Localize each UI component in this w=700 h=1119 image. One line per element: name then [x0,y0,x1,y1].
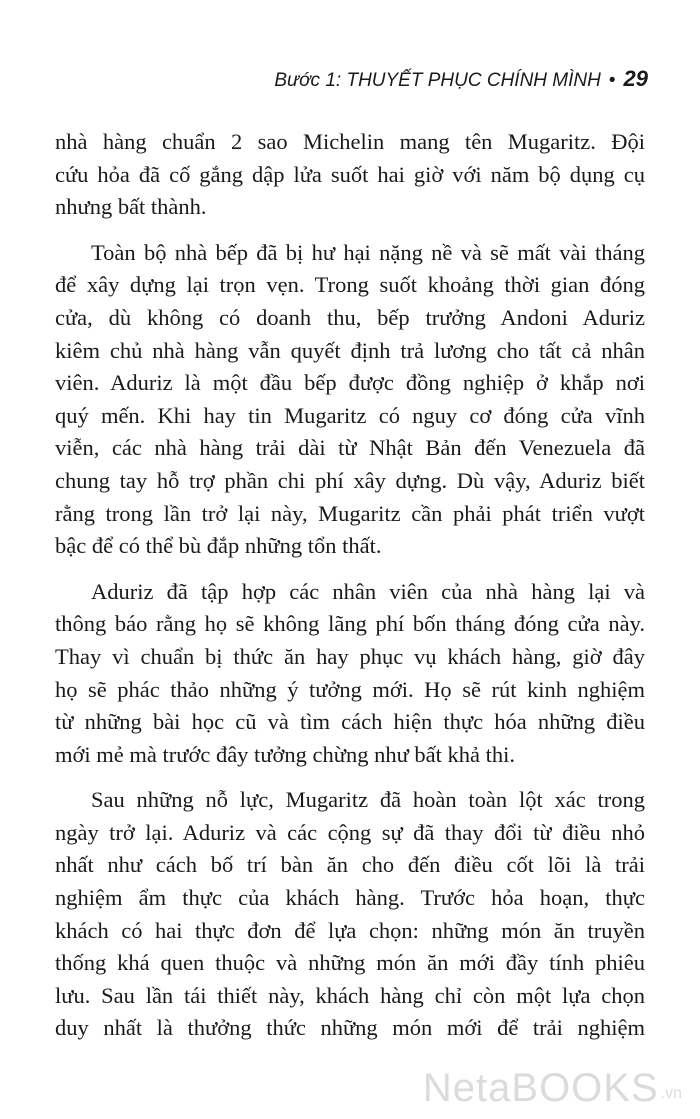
text-line: Aduriz đã tập hợp các nhân viên của nhà hàng lại và [91,578,645,604]
text-line: Thay vì chuẩn bị thức ăn hay phục vụ khách hàng, giờ đây [55,643,645,669]
text-line: nhất như cách bố trí bàn ăn cho đến điều cốt lõi là trải [55,852,645,878]
running-header [274,66,648,92]
text-line: chung tay hỗ trợ phần chi phí xây dựng. Dù vậy, Aduriz biết [55,467,645,493]
text-line: từ những bài học cũ và tìm cách hiện thực hóa những điều [55,709,645,735]
text-line: kiêm chủ nhà hàng vẫn quyết định trả lương cho tất cả nhân [55,337,645,363]
text-line: thống khá quen thuộc và những món ăn mới đầy tính phiêu [55,950,645,976]
text-line: mới mẻ mà trước đây tưởng chừng như bất khả thi. [55,741,516,767]
watermark-suffix: .vn [660,1085,682,1102]
text-line: lưu. Sau lần tái thiết này, khách hàng chỉ còn một lựa chọn [55,982,645,1008]
text-line: thông báo rằng họ sẽ không lãng phí bốn tháng đóng cửa này. [55,611,645,637]
text-line: nhà hàng chuẩn 2 sao Michelin mang tên Mugaritz. Đội [55,129,645,154]
body-text [55,126,645,1058]
text-line: cửa, dù không có doanh thu, bếp trưởng Andoni Aduriz [55,304,645,330]
text-line: cứu hỏa đã cố gắng dập lửa suốt hai giờ với năm bộ dụng cụ [55,161,645,187]
text-line: ngày trở lại. Aduriz và các cộng sự đã thay đổi từ điều nhỏ [55,819,645,845]
text-line: viên. Aduriz là một đầu bếp được đồng nghiệp ở khắp nơi [55,370,645,396]
text-line: nhưng bất thành. [55,194,207,220]
text-line: bậc để có thể bù đắp những tổn thất. [55,533,382,559]
paragraph [55,576,645,772]
text-line: để xây dựng lại trọn vẹn. Trong suốt khoảng thời gian đóng [55,272,645,298]
page-number: 29 [623,66,648,91]
watermark [423,1066,682,1111]
chapter-title: Bước 1: THUYẾT PHỤC CHÍNH MÌNH [274,70,601,91]
text-line: Sau những nỗ lực, Mugaritz đã hoàn toàn lột xác trong [91,787,645,813]
header-separator: • [608,70,616,91]
text-line: họ sẽ phác thảo những ý tưởng mới. Họ sẽ rút kinh nghiệm [55,676,645,702]
text-line: rằng trong lần trở lại này, Mugaritz cần phải phát triển vượt [55,500,645,526]
text-line: duy nhất là thưởng thức những món mới để trải nghiệm [55,1015,645,1041]
watermark-logo-text: NetaBOOKS [422,1066,659,1110]
text-line: nghiệm ẩm thực của khách hàng. Trước hỏa hoạn, thực [55,885,645,911]
text-line: quý mến. Khi hay tin Mugaritz có nguy cơ đóng cửa vĩnh [55,402,645,428]
paragraph [55,237,645,563]
text-line: khách có hai thực đơn để lựa chọn: những món ăn truyền [55,917,645,943]
paragraph [55,784,645,1045]
paragraph [55,126,645,224]
text-line: viễn, các nhà hàng trải dài từ Nhật Bản đến Venezuela đã [55,435,645,461]
text-line: Toàn bộ nhà bếp đã bị hư hại nặng nề và sẽ mất vài tháng [91,239,645,265]
